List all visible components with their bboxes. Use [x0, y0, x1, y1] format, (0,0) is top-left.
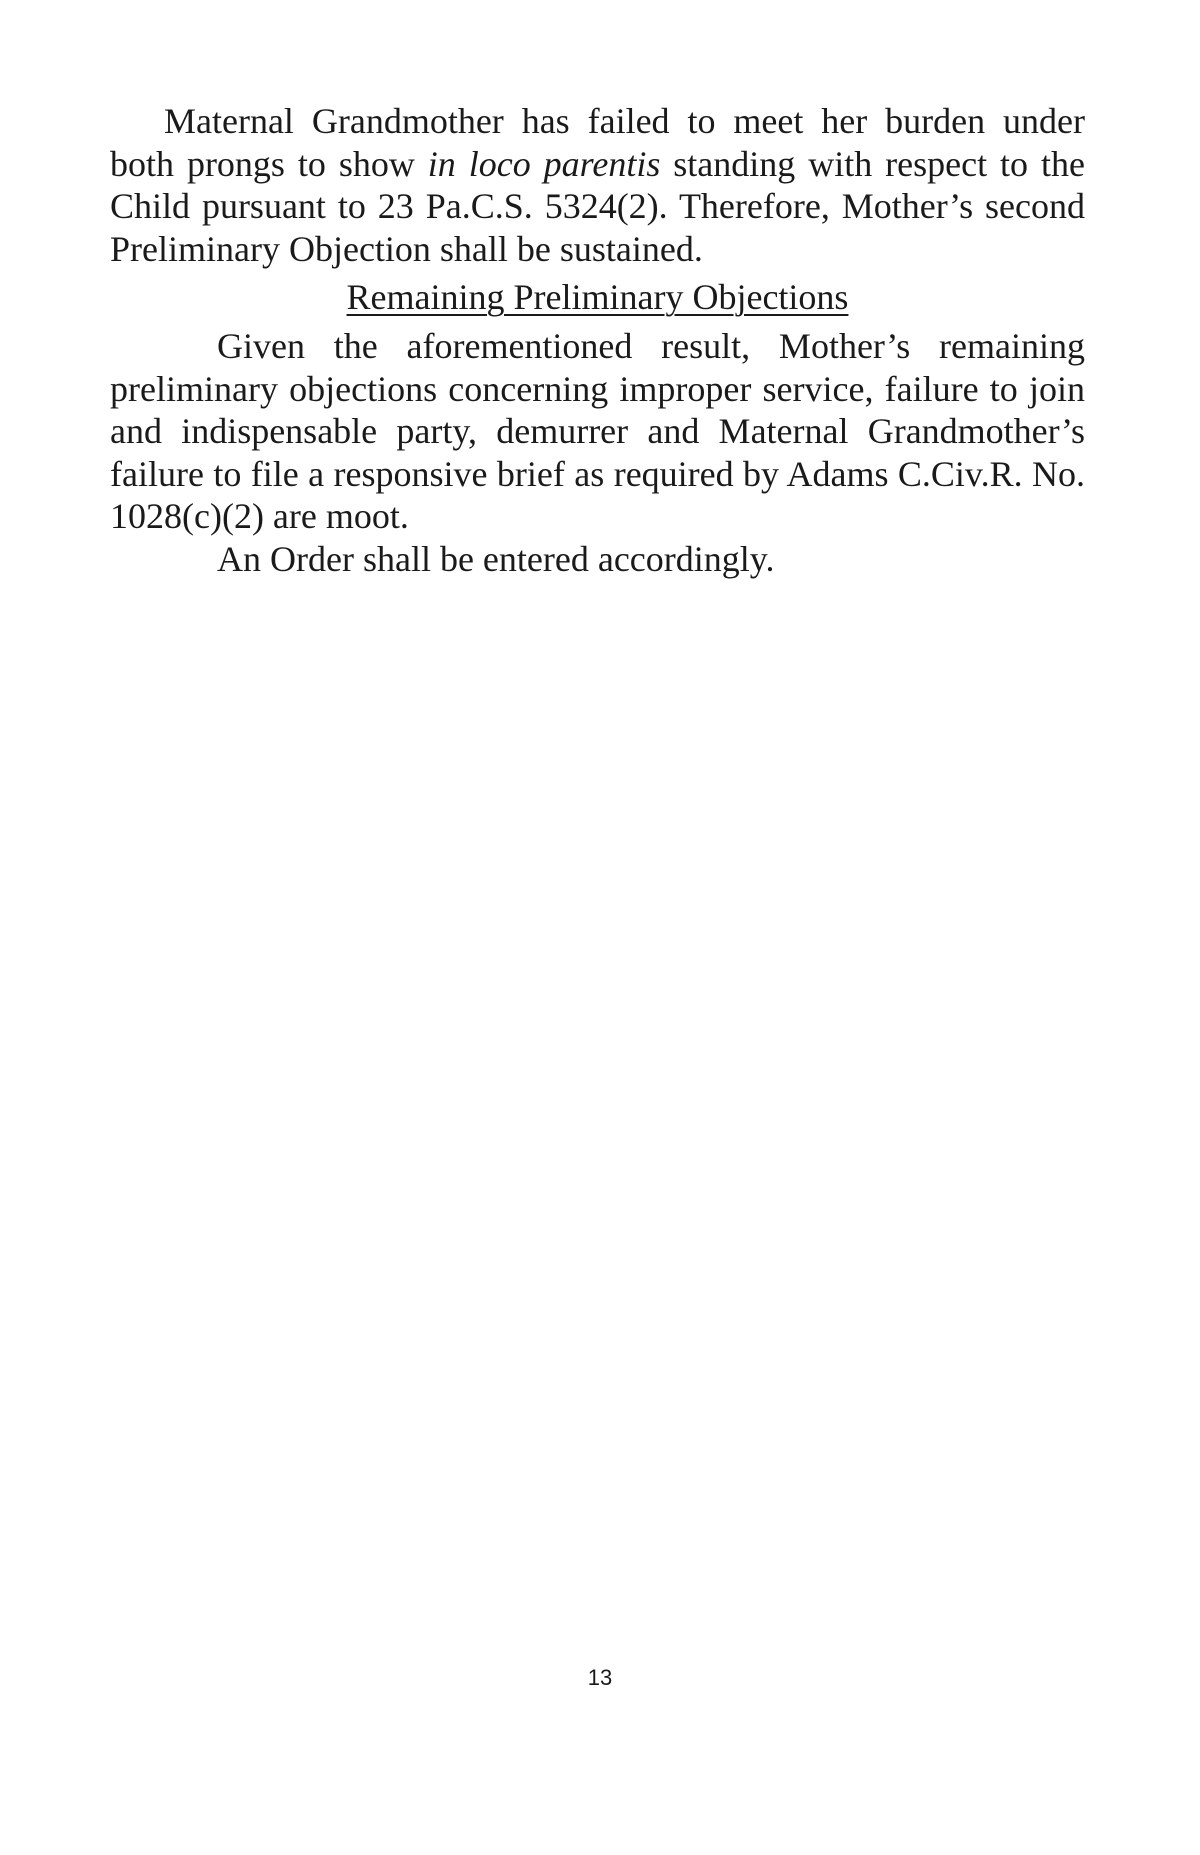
- paragraph-order-statement: An Order shall be entered accordingly.: [217, 538, 775, 579]
- paragraph-remaining-objections: Given the aforementioned result, Mother’s remaining preliminary objections concerning improper service, failure to join and indispensable party, demurrer and Maternal Grandmother’s failure to file a responsive brief as required by Adams C.Civ.R. No. 1028(c)(2) are moot.: [110, 325, 1085, 537]
- legal-term-italic: in loco parentis: [427, 143, 661, 184]
- paragraph-1-text-start: Maternal Grandmother has failed to meet her burden under both prongs to show: [110, 101, 1085, 184]
- page-number: 13: [587, 1665, 613, 1690]
- paragraph-1-text-end: standing with respect to the Child pursuant to 23 Pa.C.S. 5324(2). Therefore, Mother’s second Preliminary Objection shall be sustained.: [110, 143, 1085, 269]
- paragraph-standing-conclusion: [110, 100, 1085, 270]
- document-body: [110, 100, 1085, 581]
- section-heading: Remaining Preliminary Objections: [346, 277, 849, 318]
